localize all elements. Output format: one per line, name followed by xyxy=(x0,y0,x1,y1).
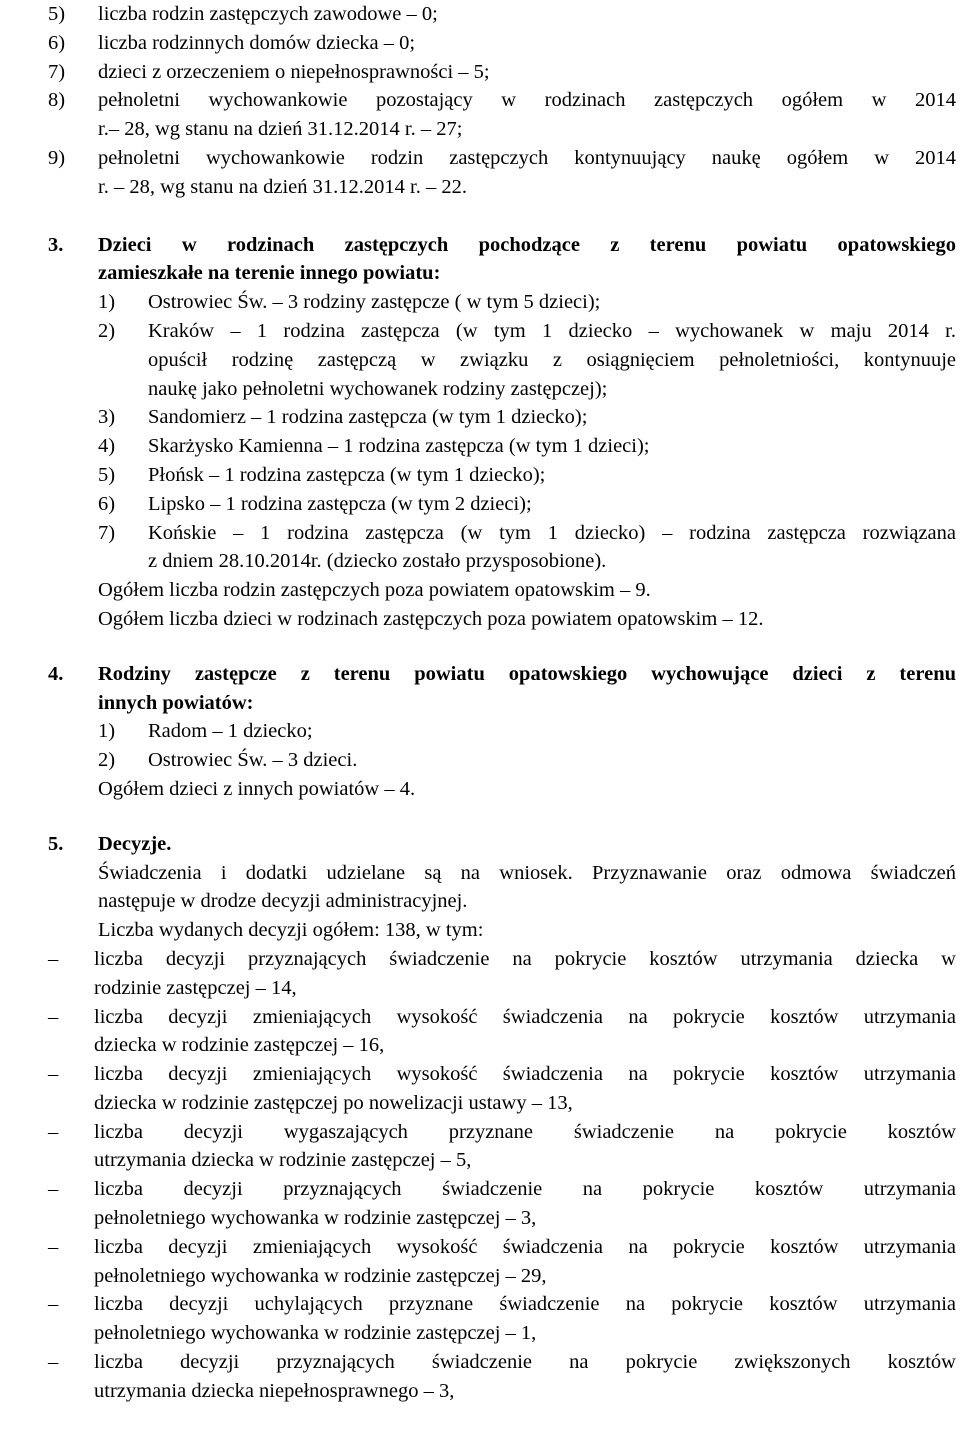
dash-bullet: – xyxy=(48,1351,59,1374)
item-number: 7) xyxy=(98,521,116,544)
item-text: r.– 28, wg stanu na dzień 31.12.2014 r. – 27; xyxy=(98,118,463,141)
section-5 xyxy=(48,830,956,1406)
dash-bullet: – xyxy=(48,1293,59,1316)
item-text: pełnoletniego wychowanka w rodzinie zastępczej – 29, xyxy=(94,1264,547,1287)
item-text: liczba rodzin zastępczych zawodowe – 0; xyxy=(98,3,438,25)
dash-bullet: – xyxy=(48,1005,59,1028)
heading-text: Dzieci w rodzinach zastępczych pochodzące z terenu powiatu opatowskiego xyxy=(98,233,956,256)
dash-bullet: – xyxy=(48,1178,59,1201)
item-text: Radom – 1 dziecko; xyxy=(148,720,313,743)
item-number: 5) xyxy=(98,463,116,486)
item-number: 6) xyxy=(48,31,66,54)
list-item xyxy=(98,288,956,317)
item-number: 9) xyxy=(48,146,66,169)
list-item xyxy=(48,945,956,1003)
list-item xyxy=(48,1348,956,1406)
item-text: liczba decyzji zmieniających wysokość świadczenia na pokrycie kosztów utrzymania xyxy=(94,1063,956,1086)
item-number: 5) xyxy=(48,3,66,25)
list-item xyxy=(98,432,956,461)
item-number: 2) xyxy=(98,319,116,342)
item-text: liczba decyzji uchylających przyznane świadczenie na pokrycie kosztów utrzymania xyxy=(94,1293,956,1316)
item-text: liczba rodzinnych domów dziecka – 0; xyxy=(98,31,416,54)
item-text: dziecka w rodzinie zastępczej po nowelizacji ustawy – 13, xyxy=(94,1091,573,1114)
list-item xyxy=(48,0,956,29)
list-item xyxy=(98,746,956,775)
item-number: 8) xyxy=(48,89,66,112)
item-text: z dniem 28.10.2014r. (dziecko zostało przysposobione). xyxy=(148,550,607,573)
item-number: 7) xyxy=(48,60,66,83)
summary-text: Ogółem liczba dzieci w rodzinach zastępczych poza powiatem opatowskim – 12. xyxy=(98,607,764,630)
item-text: Ostrowiec Św. – 3 rodziny zastępcze ( w tym 5 dzieci); xyxy=(148,291,601,314)
item-text: pełnoletni wychowankowie pozostający w rodzinach zastępczych ogółem w 2014 xyxy=(98,89,956,112)
item-text: liczba decyzji wygaszających przyznane świadczenie na pokrycie kosztów xyxy=(94,1120,956,1143)
item-text: pełnoletni wychowankowie rodzin zastępczych kontynuujący naukę ogółem w 2014 xyxy=(98,146,956,169)
list-item xyxy=(98,317,956,403)
summary-text: Ogółem liczba rodzin zastępczych poza powiatem opatowskim – 9. xyxy=(98,579,651,602)
list-item xyxy=(98,461,956,490)
item-text: utrzymania dziecka niepełnosprawnego – 3, xyxy=(94,1379,455,1402)
section-4 xyxy=(48,660,956,804)
item-text: dziecka w rodzinie zastępczej – 16, xyxy=(94,1034,385,1057)
item-text: Lipsko – 1 rodzina zastępcza (w tym 2 dzieci); xyxy=(148,492,532,515)
item-number: 2) xyxy=(98,749,116,772)
paragraph-text: Świadczenia i dodatki udzielane są na wniosek. Przyznawanie oraz odmowa świadczeń xyxy=(98,861,956,884)
item-text: Płońsk – 1 rodzina zastępcza (w tym 1 dziecko); xyxy=(148,463,546,486)
item-text: naukę jako pełnoletni wychowanek rodziny zastępczej); xyxy=(148,377,608,400)
section-2-list xyxy=(48,0,956,202)
item-text: r. – 28, wg stanu na dzień 31.12.2014 r. – 22. xyxy=(98,175,467,198)
item-text: dzieci z orzeczeniem o niepełnosprawności – 5; xyxy=(98,60,490,83)
list-item xyxy=(98,403,956,432)
item-text: Ostrowiec Św. – 3 dzieci. xyxy=(148,749,358,772)
document-page xyxy=(48,0,956,1406)
item-text: liczba decyzji przyznających świadczenie na pokrycie kosztów utrzymania xyxy=(94,1178,956,1201)
heading-text: zamieszkałe na terenie innego powiatu: xyxy=(98,262,441,285)
intro-text: Liczba wydanych decyzji ogółem: 138, w tym: xyxy=(98,919,484,942)
list-item xyxy=(48,1233,956,1291)
list-item xyxy=(48,29,956,58)
list-item xyxy=(98,490,956,519)
section-heading xyxy=(48,660,956,718)
heading-text: Rodziny zastępcze z terenu powiatu opatowskiego wychowujące dzieci z terenu xyxy=(98,662,956,685)
item-number: 6) xyxy=(98,492,116,515)
list-item xyxy=(48,144,956,202)
item-text: liczba decyzji przyznających świadczenie na pokrycie kosztów utrzymania dziecka w xyxy=(94,947,956,970)
item-text: Sandomierz – 1 rodzina zastępcza (w tym 1 dziecko); xyxy=(148,406,588,429)
item-text: liczba decyzji przyznających świadczenie na pokrycie zwiększonych kosztów xyxy=(94,1351,956,1374)
section-number: 5. xyxy=(48,832,64,855)
list-item xyxy=(48,58,956,87)
item-number: 1) xyxy=(98,291,116,314)
item-text: pełnoletniego wychowanka w rodzinie zastępczej – 3, xyxy=(94,1207,537,1230)
section-number: 3. xyxy=(48,233,64,256)
dash-bullet: – xyxy=(48,1063,59,1086)
item-text: pełnoletniego wychowanka w rodzinie zastępczej – 1, xyxy=(94,1322,537,1345)
section-3 xyxy=(48,231,956,634)
heading-text: innych powiatów: xyxy=(98,691,254,714)
list-item xyxy=(98,717,956,746)
dash-bullet: – xyxy=(48,1120,59,1143)
dash-bullet: – xyxy=(48,947,59,970)
summary-text: Ogółem dzieci z innych powiatów – 4. xyxy=(98,777,416,800)
list-item xyxy=(48,1118,956,1176)
item-number: 3) xyxy=(98,406,116,429)
list-item xyxy=(48,86,956,144)
section-heading xyxy=(48,231,956,289)
item-number: 1) xyxy=(98,720,116,743)
list-item xyxy=(48,1003,956,1061)
section-heading xyxy=(48,830,956,859)
heading-text: Decyzje. xyxy=(98,832,172,855)
item-text: utrzymania dziecka w rodzinie zastępczej – 5, xyxy=(94,1149,472,1172)
item-text: opuścił rodzinę zastępczą w związku z osiągnięciem pełnoletniości, kontynuuje xyxy=(148,348,956,371)
item-text: Skarżysko Kamienna – 1 rodzina zastępcza (w tym 1 dzieci); xyxy=(148,435,650,458)
decision-list xyxy=(48,945,956,1406)
item-text: liczba decyzji zmieniających wysokość świadczenia na pokrycie kosztów utrzymania xyxy=(94,1235,956,1258)
item-text: Końskie – 1 rodzina zastępcza (w tym 1 dziecko) – rodzina zastępcza rozwiązana xyxy=(148,521,956,544)
item-text: rodzinie zastępczej – 14, xyxy=(94,976,297,999)
item-text: liczba decyzji zmieniających wysokość świadczenia na pokrycie kosztów utrzymania xyxy=(94,1005,956,1028)
dash-bullet: – xyxy=(48,1235,59,1258)
list-item xyxy=(48,1175,956,1233)
section-number: 4. xyxy=(48,662,64,685)
list-item xyxy=(98,519,956,577)
item-text: Kraków – 1 rodzina zastępcza (w tym 1 dziecko – wychowanek w maju 2014 r. xyxy=(148,319,956,342)
paragraph-text: następuje w drodze decyzji administracyjnej. xyxy=(98,890,468,913)
list-item xyxy=(48,1290,956,1348)
list-item xyxy=(48,1060,956,1118)
item-number: 4) xyxy=(98,435,116,458)
